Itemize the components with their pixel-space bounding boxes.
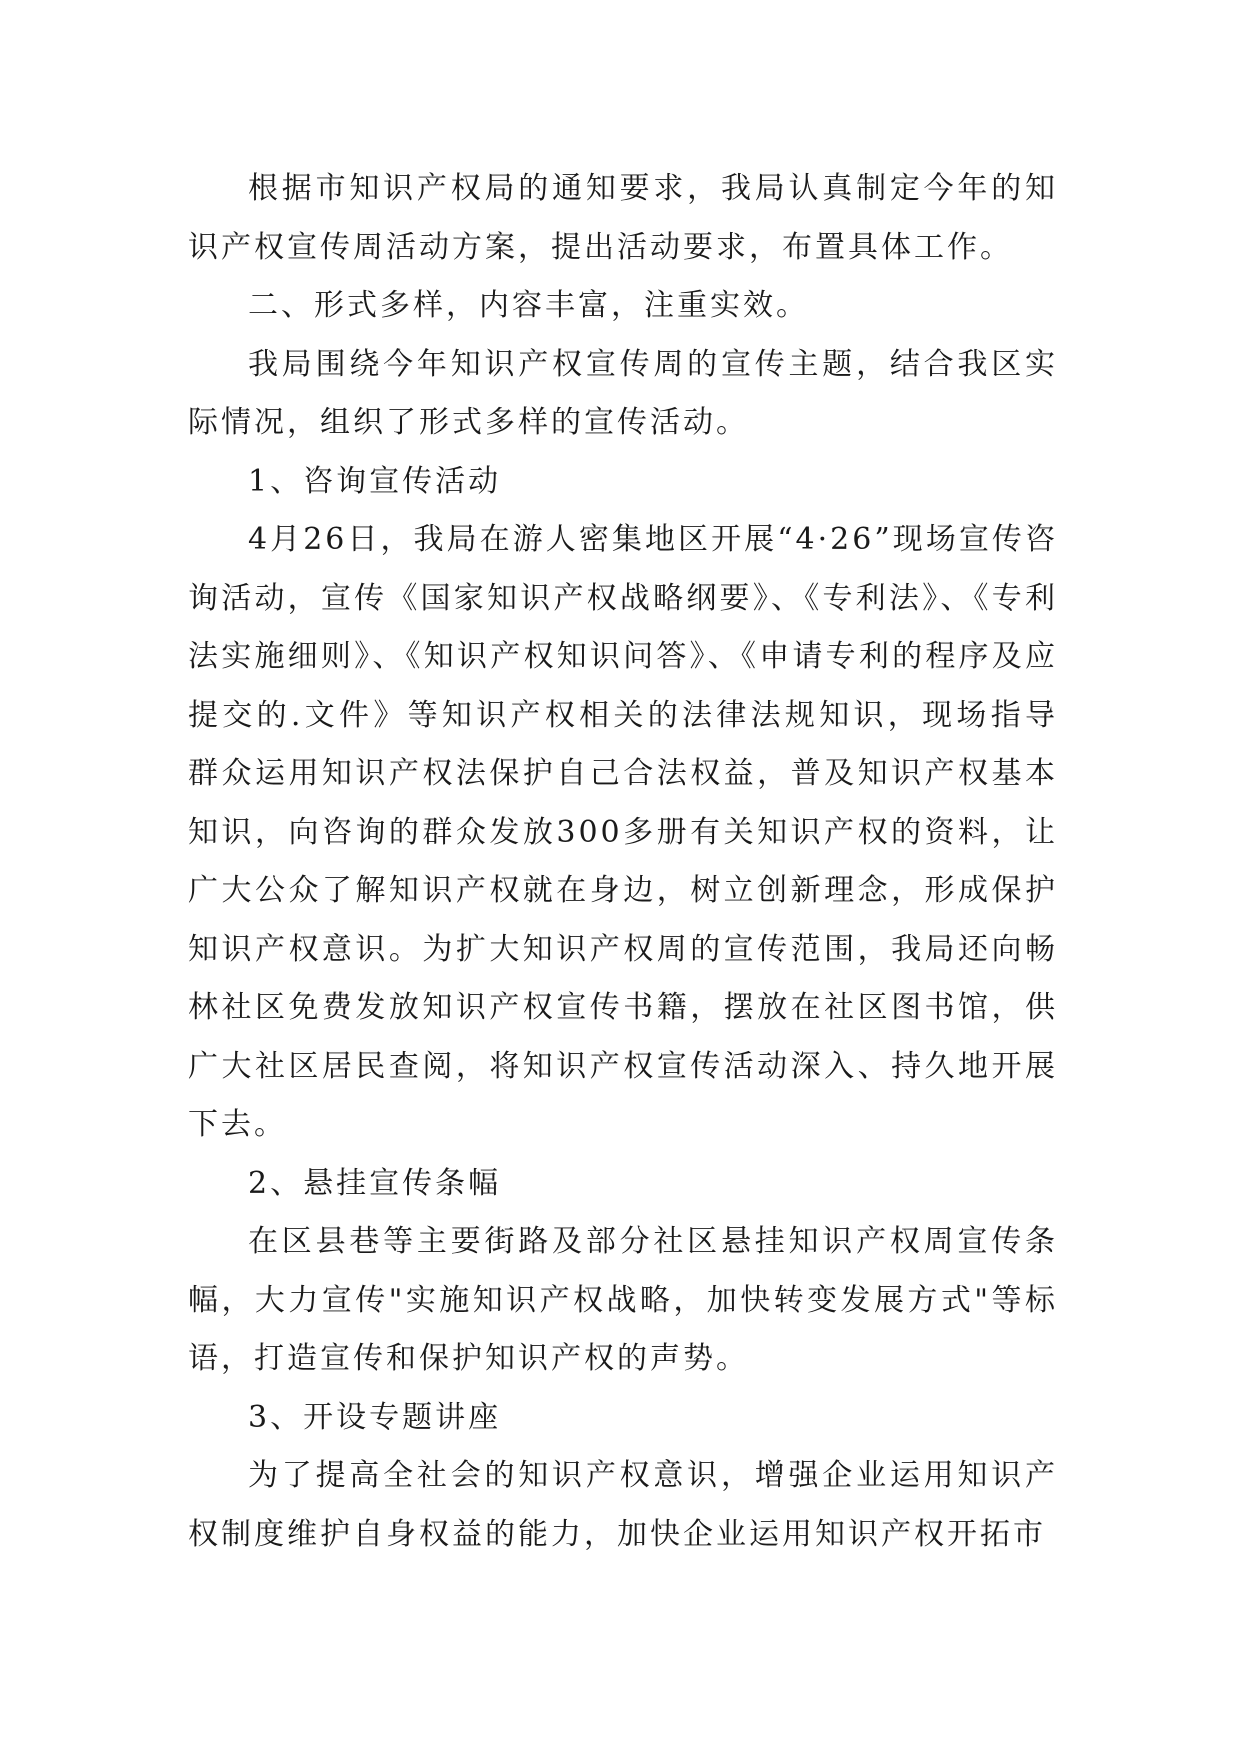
paragraph-consulting-activity: 4月26日，我局在游人密集地区开展“4·26”现场宣传咨询活动，宣传《国家知识产权战略纲要》、《专利法》、《专利法实施细则》、《知识产权知识问答》、《申请专利的程序及应提交的.文件》等知识产权相关的法律法规知识，现场指导群众运用知识产权法保护自己合法权益，普及知识产权基本知识，向咨询的群众发放300多册有关知识产权的资料，让广大公众了解知识产权就在身边，树立创新理念，形成保护知识产权意识。为扩大知识产权周的宣传范围，我局还向畅林社区免费发放知识产权宣传书籍，摆放在社区图书馆，供广大社区居民查阅，将知识产权宣传活动深入、持久地开展下去。 [188, 522, 1058, 1142]
paragraph-lectures: 为了提高全社会的知识产权意识，增强企业运用知识产权制度维护自身权益的能力，加快企业运用知识产权开拓市 [188, 1458, 1058, 1552]
paragraph-section-two: 我局围绕今年知识产权宣传周的宣传主题，结合我区实际情况，组织了形式多样的宣传活动。 [188, 346, 1058, 440]
subheading-banners: 2、悬挂宣传条幅 [248, 1165, 502, 1201]
paragraph-banners: 在区县巷等主要街路及部分社区悬挂知识产权周宣传条幅，大力宣传"实施知识产权战略，加快转变发展方式"等标语，打造宣传和保护知识产权的声势。 [188, 1224, 1058, 1376]
document-body [188, 160, 1058, 1564]
subheading-consulting-activity: 1、咨询宣传活动 [248, 463, 502, 499]
subheading-lectures: 3、开设专题讲座 [248, 1399, 502, 1435]
paragraph-intro: 根据市知识产权局的通知要求，我局认真制定今年的知识产权宣传周活动方案，提出活动要求，布置具体工作。 [188, 171, 1058, 265]
section-heading-two: 二、形式多样，内容丰富，注重实效。 [248, 288, 809, 323]
